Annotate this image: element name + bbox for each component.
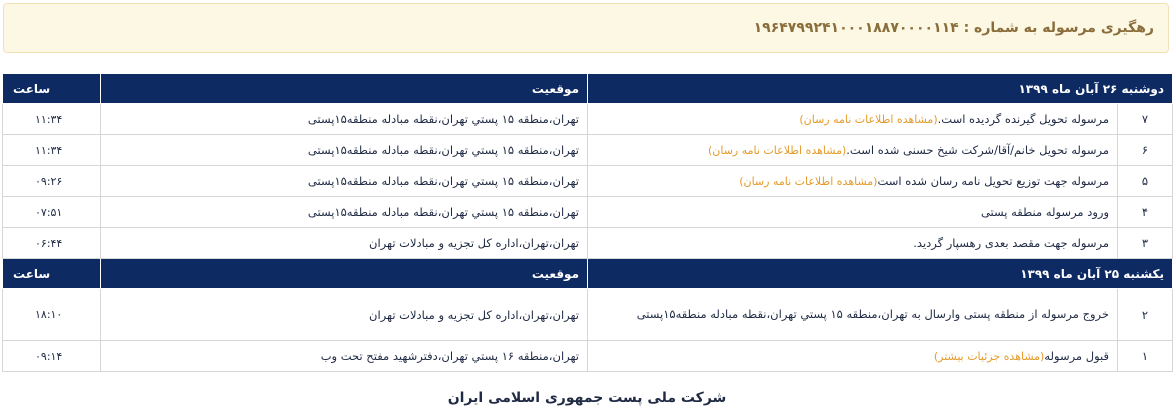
event-number: ۵ xyxy=(1118,166,1173,197)
table-row xyxy=(3,341,1173,372)
column-header-time: ساعت xyxy=(3,259,101,289)
event-time: ۱۸:۱۰ xyxy=(3,289,101,341)
event-description-cell xyxy=(588,228,1118,259)
event-time: ۰۹:۲۶ xyxy=(3,166,101,197)
view-postman-info-link[interactable]: (مشاهده اطلاعات نامه رسان) xyxy=(739,174,878,188)
event-number: ۴ xyxy=(1118,197,1173,228)
table-row xyxy=(3,135,1173,166)
table-row xyxy=(3,197,1173,228)
event-number: ۲ xyxy=(1118,289,1173,341)
event-description: مرسوله جهت مقصد بعدی رهسپار گردید. xyxy=(913,235,1110,250)
column-header-time: ساعت xyxy=(3,74,101,104)
event-number: ۳ xyxy=(1118,228,1173,259)
event-location: تهران،منطقه ۱۵ پستي تهران،نقطه مبادله منطقه۱۵پستی xyxy=(101,104,588,135)
tracking-title-box xyxy=(3,3,1169,53)
table-row xyxy=(3,166,1173,197)
column-header-location: موقعیت xyxy=(101,74,588,104)
event-location: تهران،منطقه ۱۵ پستي تهران،نقطه مبادله منطقه۱۵پستی xyxy=(101,197,588,228)
event-location: تهران،منطقه ۱۵ پستي تهران،نقطه مبادله منطقه۱۵پستی xyxy=(101,135,588,166)
tracking-title: رهگیری مرسوله به شماره : ۱۹۶۴۷۹۹۲۴۱۰۰۰۱۸۸۷۰۰۰۰۱۱۴ xyxy=(753,20,1154,36)
event-description-cell xyxy=(588,166,1118,197)
event-number: ۶ xyxy=(1118,135,1173,166)
event-description: ورود مرسوله منطقه پستی xyxy=(980,204,1110,219)
event-number: ۱ xyxy=(1118,341,1173,372)
tracking-table xyxy=(2,73,1173,372)
footer-company-name: شرکت ملی پست جمهوری اسلامی ایران xyxy=(447,390,727,406)
table-row xyxy=(3,104,1173,135)
view-postman-info-link[interactable]: (مشاهده اطلاعات نامه رسان) xyxy=(707,143,847,157)
event-time: ۱۱:۳۴ xyxy=(3,135,101,166)
event-description-cell xyxy=(588,104,1118,135)
event-location: تهران،تهران،اداره کل تجزیه و مبادلات تهران xyxy=(101,289,588,341)
event-location: تهران،منطقه ۱۶ پستي تهران،دفترشهید مفتح تحت وب xyxy=(101,341,588,372)
event-description-cell xyxy=(588,135,1118,166)
event-time: ۱۱:۳۴ xyxy=(3,104,101,135)
event-location: تهران،تهران،اداره کل تجزیه و مبادلات تهران xyxy=(101,228,588,259)
day-header-row xyxy=(3,259,1173,289)
event-time: ۰۹:۱۴ xyxy=(3,341,101,372)
event-number: ۷ xyxy=(1118,104,1173,135)
event-description-cell xyxy=(588,341,1118,372)
column-header-location: موقعیت xyxy=(101,259,588,289)
table-row xyxy=(3,289,1173,341)
event-description-cell xyxy=(588,197,1118,228)
event-description: مرسوله جهت توزیع تحویل نامه رسان شده است xyxy=(877,173,1110,188)
day-date: یکشنبه ۲۵ آبان ماه ۱۳۹۹ xyxy=(588,259,1173,289)
event-description: قبول مرسوله xyxy=(1044,348,1110,363)
event-description: خروج مرسوله از منطقه پستی وارسال به تهران،منطقه ۱۵ پستي تهران،نقطه مبادله منطقه۱۵پستی xyxy=(636,307,1110,321)
event-time: ۰۷:۵۱ xyxy=(3,197,101,228)
day-date: دوشنبه ۲۶ آبان ماه ۱۳۹۹ xyxy=(588,74,1173,104)
day-header-row xyxy=(3,74,1173,104)
event-description-cell xyxy=(588,289,1118,341)
event-location: تهران،منطقه ۱۵ پستي تهران،نقطه مبادله منطقه۱۵پستی xyxy=(101,166,588,197)
event-description: مرسوله تحویل خانم/آقا/شرکت شیخ حسنی شده است. xyxy=(846,142,1110,157)
view-more-details-link[interactable]: (مشاهده جزئیات بیشتر) xyxy=(933,349,1045,363)
event-time: ۰۶:۴۴ xyxy=(3,228,101,259)
event-description: مرسوله تحویل گیرنده گردیده است. xyxy=(937,111,1110,126)
table-row xyxy=(3,228,1173,259)
view-postman-info-link[interactable]: (مشاهده اطلاعات نامه رسان) xyxy=(799,112,938,126)
